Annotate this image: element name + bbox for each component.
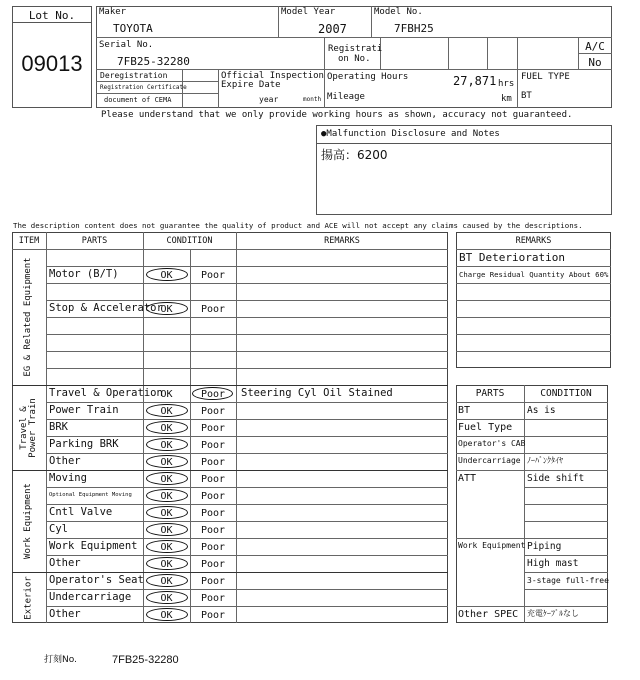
condition-value: Piping	[527, 541, 562, 552]
section-label: Exterior	[23, 575, 34, 620]
parts-label: Operator's CAB	[458, 439, 526, 448]
table-row	[46, 283, 448, 300]
selected-circle	[146, 574, 188, 587]
table-row	[46, 368, 448, 385]
ok-option[interactable]: OK	[160, 559, 173, 570]
selected-circle	[146, 472, 188, 485]
condition-value: High mast	[527, 558, 579, 569]
poor-option[interactable]: Poor	[200, 576, 226, 587]
lot-label: Lot No.	[28, 9, 76, 22]
selected-circle	[146, 557, 188, 570]
selected-circle	[146, 421, 188, 434]
condition-value: 充電ｹｰﾌﾞﾙなし	[527, 609, 579, 618]
disclaimer: The description content does not guarantee the quality of product and ACE will not accept any claims caused by the descriptions.	[13, 221, 583, 230]
operating-hours-label: Operating Hours	[327, 72, 409, 82]
inspection-label: Official Inspection	[221, 71, 324, 81]
part-name: Other	[49, 557, 81, 569]
ok-option[interactable]: OK	[160, 389, 173, 400]
fuel-type-value: BT	[521, 91, 532, 101]
table-row	[46, 470, 448, 487]
selected-circle	[146, 506, 188, 519]
ok-option[interactable]: OK	[160, 440, 173, 451]
parts-label: ATT	[458, 473, 477, 484]
part-name: Parking BRK	[49, 438, 119, 450]
parts-label: Fuel Type	[458, 422, 513, 433]
ok-option[interactable]: OK	[160, 576, 173, 587]
parts-label: Work Equipment	[458, 541, 526, 550]
side-remark-row: BT Deterioration	[459, 251, 565, 264]
parts-label: BT	[458, 405, 471, 416]
model-year-value: 2007	[318, 22, 347, 36]
condition-value: ﾉｰﾊﾞﾝｸﾀｲﾔ	[527, 456, 563, 465]
ok-option[interactable]: OK	[160, 406, 173, 417]
poor-option[interactable]: Poor	[200, 270, 226, 281]
part-name: BRK	[49, 421, 68, 433]
part-name: Motor (B/T)	[49, 268, 119, 280]
serial-value: 7FB25-32280	[117, 55, 190, 68]
ok-option[interactable]: OK	[160, 423, 173, 434]
year-label: year	[259, 95, 279, 104]
poor-option[interactable]: Poor	[200, 542, 226, 553]
header-remarks: REMARKS	[324, 236, 360, 246]
stamp-value: 7FB25-32280	[112, 654, 179, 666]
poor-option[interactable]: Poor	[200, 474, 226, 485]
stamp-label: 打刻No.	[44, 655, 77, 665]
ok-option[interactable]: OK	[160, 593, 173, 604]
table-row	[46, 419, 448, 436]
selected-circle	[146, 608, 188, 621]
selected-circle	[192, 387, 233, 400]
section-label: Travel & Power Train	[18, 397, 38, 458]
poor-option[interactable]: Poor	[200, 593, 226, 604]
registration-label: Registrati	[328, 44, 383, 54]
parts-label: Undercarriage	[458, 456, 521, 465]
ok-option[interactable]: OK	[160, 610, 173, 621]
poor-option[interactable]: Poor	[200, 406, 226, 417]
ok-option[interactable]: OK	[160, 542, 173, 553]
registration-label-2: on No.	[338, 54, 371, 64]
poor-option[interactable]: Poor	[200, 440, 226, 451]
poor-option[interactable]: Poor	[200, 610, 226, 621]
selected-circle	[146, 523, 188, 536]
part-name: Power Train	[49, 404, 119, 416]
selected-circle	[146, 438, 188, 451]
table-row	[46, 521, 448, 538]
part-name: Cntl Valve	[49, 506, 113, 518]
table-row	[46, 453, 448, 470]
parts-header: PARTS	[475, 388, 505, 399]
part-name: Optional Equipment Moving	[49, 492, 132, 498]
table-row	[46, 606, 448, 623]
registration-certificate-label: Registration Certificate	[100, 84, 187, 91]
header-condition: CONDITION	[166, 236, 213, 246]
table-row	[46, 351, 448, 368]
condition-header: CONDITION	[540, 388, 592, 399]
selected-circle	[146, 540, 188, 553]
inspection-label-2: Expire Date	[221, 80, 281, 90]
malfunction-title: ●Malfunction Disclosure and Notes	[321, 129, 500, 139]
deregistration-label: Deregistration	[100, 71, 168, 80]
poor-option[interactable]: Poor	[200, 508, 226, 519]
cema-label: document of CEMA	[104, 96, 172, 104]
maker-value: TOYOTA	[113, 22, 153, 35]
selected-circle	[146, 404, 188, 417]
part-name: Other	[49, 455, 81, 467]
poor-option[interactable]: Poor	[200, 559, 226, 570]
condition-value: Side shift	[527, 473, 585, 484]
part-name: Stop & Accelerator	[49, 302, 163, 314]
table-row	[46, 334, 448, 351]
table-row	[46, 317, 448, 334]
poor-option[interactable]: Poor	[200, 304, 226, 315]
lot-value: 09013	[21, 51, 83, 76]
working-hours-note: Please understand that we only provide working hours as shown, accuracy not guaranteed.	[101, 110, 573, 120]
table-row	[46, 555, 448, 572]
ok-option[interactable]: OK	[160, 491, 173, 502]
condition-value: As is	[527, 405, 556, 416]
maker-label: Maker	[99, 7, 127, 17]
model-year-label: Model Year	[281, 7, 336, 17]
selected-circle	[146, 489, 188, 502]
poor-option[interactable]: Poor	[200, 389, 226, 400]
part-name: Undercarriage	[49, 591, 132, 603]
poor-option[interactable]: Poor	[200, 525, 226, 536]
poor-option[interactable]: Poor	[200, 457, 226, 468]
remark-text: Steering Cyl Oil Stained	[241, 387, 393, 399]
part-name: Work Equipment	[49, 540, 138, 552]
hrs-unit: hrs	[498, 79, 515, 89]
part-name: Cyl	[49, 523, 68, 535]
model-no-value: 7FBH25	[394, 22, 434, 35]
ac-value: No	[588, 56, 602, 69]
part-name: Operator's Seat	[49, 574, 144, 586]
side-remark-row: Charge Residual Quantity About 60%	[459, 270, 609, 279]
ok-option[interactable]: OK	[160, 525, 173, 536]
fuel-type-label: FUEL TYPE	[521, 72, 570, 82]
operating-hours-value: 27,871	[453, 74, 497, 88]
month-label: month	[303, 96, 322, 103]
part-name: Travel & Operation	[49, 387, 163, 399]
condition-value: 3-stage full-free	[527, 576, 609, 585]
ok-option[interactable]: OK	[160, 457, 173, 468]
mileage-label: Mileage	[327, 92, 365, 102]
header-item: ITEM	[18, 236, 40, 246]
model-no-label: Model No.	[374, 7, 423, 17]
side-remarks-header: REMARKS	[515, 236, 552, 246]
part-name: Other	[49, 608, 81, 620]
malfunction-content: 揚高：6200	[321, 148, 388, 162]
malfunction-box	[316, 125, 612, 215]
ok-option[interactable]: OK	[160, 508, 173, 519]
serial-label: Serial No.	[99, 40, 154, 50]
ac-label: A/C	[585, 40, 605, 53]
table-row	[46, 249, 448, 266]
selected-circle	[146, 455, 188, 468]
poor-option[interactable]: Poor	[200, 491, 226, 502]
header-parts: PARTS	[81, 236, 108, 246]
selected-circle	[146, 268, 188, 281]
selected-circle	[146, 591, 188, 604]
poor-option[interactable]: Poor	[200, 423, 226, 434]
selected-circle	[146, 302, 188, 315]
ok-option[interactable]: OK	[160, 270, 173, 281]
section-label: EG & Related Equipment	[23, 257, 34, 377]
part-name: Moving	[49, 472, 87, 484]
lot-box	[12, 6, 92, 108]
ok-option[interactable]: OK	[160, 474, 173, 485]
km-unit: km	[501, 94, 512, 104]
ok-option[interactable]: OK	[160, 304, 173, 315]
section-label: Work Equipment	[23, 483, 34, 559]
parts-label: Other SPEC	[458, 609, 519, 620]
